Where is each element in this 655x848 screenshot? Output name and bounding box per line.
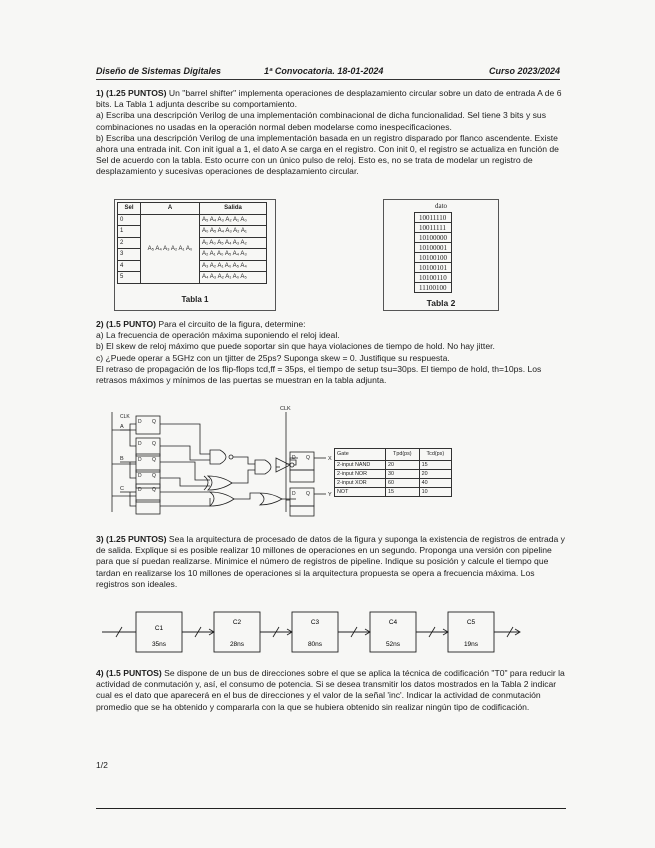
q4-title: 4) (1.5 PUNTOS) [96,668,162,678]
xor-gate-1 [208,476,232,490]
gt-row [335,469,452,478]
course-title: Diseño de Sistemas Digitales [96,66,222,76]
gt-cell: 60 [386,478,420,487]
label-1: CLK [280,406,291,412]
svg-text:Q: Q [152,419,156,425]
t1-sel-cell: 0 [118,214,141,226]
nand-gate-1 [210,450,226,464]
t2-cell: 10100001 [415,243,452,253]
t2-cell: 10100110 [415,273,452,283]
gt-cell: 15 [419,460,451,469]
svg-text:Q: Q [152,457,156,463]
gt-header-tpd: Tpd(ps) [386,449,420,461]
t1-output-cell: A₁ A₀ A₅ A₄ A₃ A₂ [200,237,267,249]
gt-row [335,487,452,496]
nand-gate-2 [255,460,271,474]
exam-date: 1ª Convocatoria. 18-01-2024 [264,66,384,76]
table-1 [117,202,267,284]
t2-row [415,273,452,283]
pipeline-block-name: C1 [154,625,164,632]
xor-gate-2 [234,493,282,505]
table-1-caption: Tabla 1 [181,295,209,304]
svg-text:D: D [292,455,296,461]
t1-output-cell: A₅ A₄ A₃ A₂ A₁ A₀ [200,214,267,226]
gt-header-gate: Gate [335,449,386,461]
t1-sel-cell: 1 [118,226,141,238]
svg-text:Q: Q [152,473,156,479]
t1-output-cell: A₂ A₁ A₀ A₅ A₄ A₃ [200,249,267,261]
academic-year: Curso 2023/2024 [488,66,560,76]
header-rule [96,79,560,80]
q1-title: 1) (1.25 PUNTOS) [96,88,167,98]
label-5: X [328,456,332,462]
q3-body: Sea la arquitectura de procesado de datos de la figura y suponga la existencia de registros de entrada y de salida. Explique si es posible realizar 10 millones de operaciones en un segundo. Proponga una versión con pipeline para que sí puedan realizarse. Minimice el número de registros de pipeline. Indique su posición y calcule el tiempo que tardan en realizarse los 10 millones de operaciones si la arquitectura propuesta se opera a frecuencia máxima. Los registros son ideales. [96,534,565,589]
gt-cell: 2-input XOR [335,478,386,487]
svg-text:Q: Q [306,455,310,461]
footer-rule [96,808,566,809]
t1-sel-cell: 4 [118,260,141,272]
t1-sel-cell: 5 [118,272,141,284]
pipeline-block-delay: 52ns [385,641,401,648]
gt-row [335,478,452,487]
q4-body: Se dispone de un bus de direcciones sobre el que se aplica la técnica de codificación "T0" para reducir la actividad de conmutación y, así, el consumo de potencia. Si se desea transmitir los datos mostrados en la Tabla 2 indicar cual es el dato que aparecerá en el bus de direcciones y el valor de la señal 'inc'. Indicar la actividad de conmutación promedio que se ha obtenido y compararla con la que se hubiera obtenido sin realizar ningún tipo de codificación. [96,668,565,712]
t2-row [415,263,452,273]
t2-row [415,283,452,293]
t1-output-cell: A₄ A₃ A₂ A₁ A₀ A₅ [200,272,267,284]
ff-x2 [290,470,314,482]
gt-cell: NOT [335,487,386,496]
question-2 [96,319,566,386]
svg-text:Q: Q [306,491,310,497]
svg-text:D: D [138,441,142,447]
label-2: A [120,424,124,430]
svg-text:D: D [138,419,142,425]
pipeline-block-delay: 28ns [229,641,245,648]
t2-cell: 10100000 [415,233,452,243]
label-6: Y [328,492,332,498]
pipeline-block-name: C2 [232,619,242,626]
t2-cell: 10100100 [415,253,452,263]
table-2 [414,212,452,293]
q2-intro: Para el circuito de la figura, determine: [156,319,306,329]
t1-row [118,214,267,226]
t1-output-cell: A₃ A₂ A₁ A₀ A₅ A₄ [200,260,267,272]
pipeline-block-name: C5 [466,619,476,626]
t1-header-a: A [141,203,200,215]
t2-cell: 10011110 [415,213,452,223]
gt-cell: 10 [419,487,451,496]
t2-row [415,233,452,243]
t1-output-cell: A₀ A₅ A₄ A₃ A₂ A₁ [200,226,267,238]
question-4 [96,668,566,713]
table-1-frame [114,199,276,311]
question-3 [96,534,566,590]
question-1 [96,88,566,178]
label-3: B [120,456,124,462]
gt-cell: 30 [386,469,420,478]
table-2-caption: Tabla 2 [426,298,456,308]
t1-sel-cell: 2 [118,237,141,249]
gt-header-tcd: Tcd(ps) [419,449,451,461]
t2-header: dato [434,202,448,210]
gate-delay-table [334,448,452,497]
gt-cell: 15 [386,487,420,496]
nor-gate-1 [210,492,234,506]
pipeline-block-name: C3 [310,619,320,626]
pipeline-block-name: C4 [388,619,398,626]
t2-row [415,223,452,233]
t2-row [415,253,452,263]
t1-sel-cell: 3 [118,249,141,261]
q2-part-b: b) El skew de reloj máximo que puede soportar sin que haya violaciones de tiempo de hold. No hay jitter. [96,341,495,352]
q2-timing: El retraso de propagación de los flip-flops tcd,ff = 35ps, el tiempo de setup tsu=30ps. El tiempo de hold, th=10ps. Los retrasos máximos y mínimos de las puertas se muestran en la tabla adjunta. [96,363,542,386]
svg-text:D: D [138,487,142,493]
t1-header-salida: Salida [200,203,267,215]
q2-part-a: a) La frecuencia de operación máxima suponiendo el reloj ideal. [96,330,340,341]
q2-part-c: c) ¿Puede operar a 5GHz con un tjitter de 25ps? Suponga skew = 0. Justifique su respuesta. [96,352,450,363]
not-gate-1 [276,458,290,472]
svg-text:D: D [292,491,296,497]
q1-part-a: a) Escriba una descripción Verilog de una implementación combinacional de dicha funcionalidad. Sel tiene 3 bits y sus combinaciones no usadas en la operación normal deben modelarse como inespecificaciones. [96,110,547,132]
gt-cell: 20 [419,469,451,478]
q1-intro: Un "barrel shifter" implementa operaciones de desplazamiento circular sobre un dato de entrada A de 6 bits. La Tabla 1 adjunta describe su comportamiento. [96,88,562,110]
t2-cell: 10100101 [415,263,452,273]
table-2-frame [383,199,499,311]
pipeline-diagram [96,606,566,666]
gt-cell: 20 [386,460,420,469]
t2-row [415,213,452,223]
pipeline-block-delay: 35ns [151,641,167,648]
gt-cell: 2-input NOR [335,469,386,478]
label-0: CLK [120,414,130,420]
q1-part-b: b) Escriba una descripción Verilog de una implementación basada en un registro disparado por flanco ascendente. Existe ahora una entrada init. Con init igual a 1, el dato A se carga en el registro. Con init 0, el registro se actualiza en función de Sel de acuerdo con la tabla. Esto ocurre con un único pulso de reloj. Esto es, no se trata de modelar un registro de desplazamiento y sucesivas operaciones de desplazamiento circular. [96,132,559,177]
t2-row [415,243,452,253]
t2-cell: 10011111 [415,223,452,233]
gt-cell: 40 [419,478,451,487]
t1-a-cell: A₅ A₄ A₃ A₂ A₁ A₀ [141,214,200,283]
svg-text:Q: Q [152,441,156,447]
svg-text:Q: Q [152,487,156,493]
page-header [96,66,560,80]
gt-cell: 2-input NAND [335,460,386,469]
t2-cell: 11100100 [415,283,452,293]
svg-text:D: D [138,457,142,463]
q2-title: 2) (1.5 PUNTO) [96,319,157,329]
q3-title: 3) (1.25 PUNTOS) [96,534,167,544]
label-4: C [120,486,124,492]
page-number: 1/2 [96,760,108,770]
t1-header-sel: Sel [118,203,141,215]
pipeline-block-delay: 80ns [307,641,323,648]
ff-y2 [290,506,314,516]
gt-row [335,460,452,469]
pipeline-block-delay: 19ns [463,641,479,648]
svg-text:D: D [138,473,142,479]
